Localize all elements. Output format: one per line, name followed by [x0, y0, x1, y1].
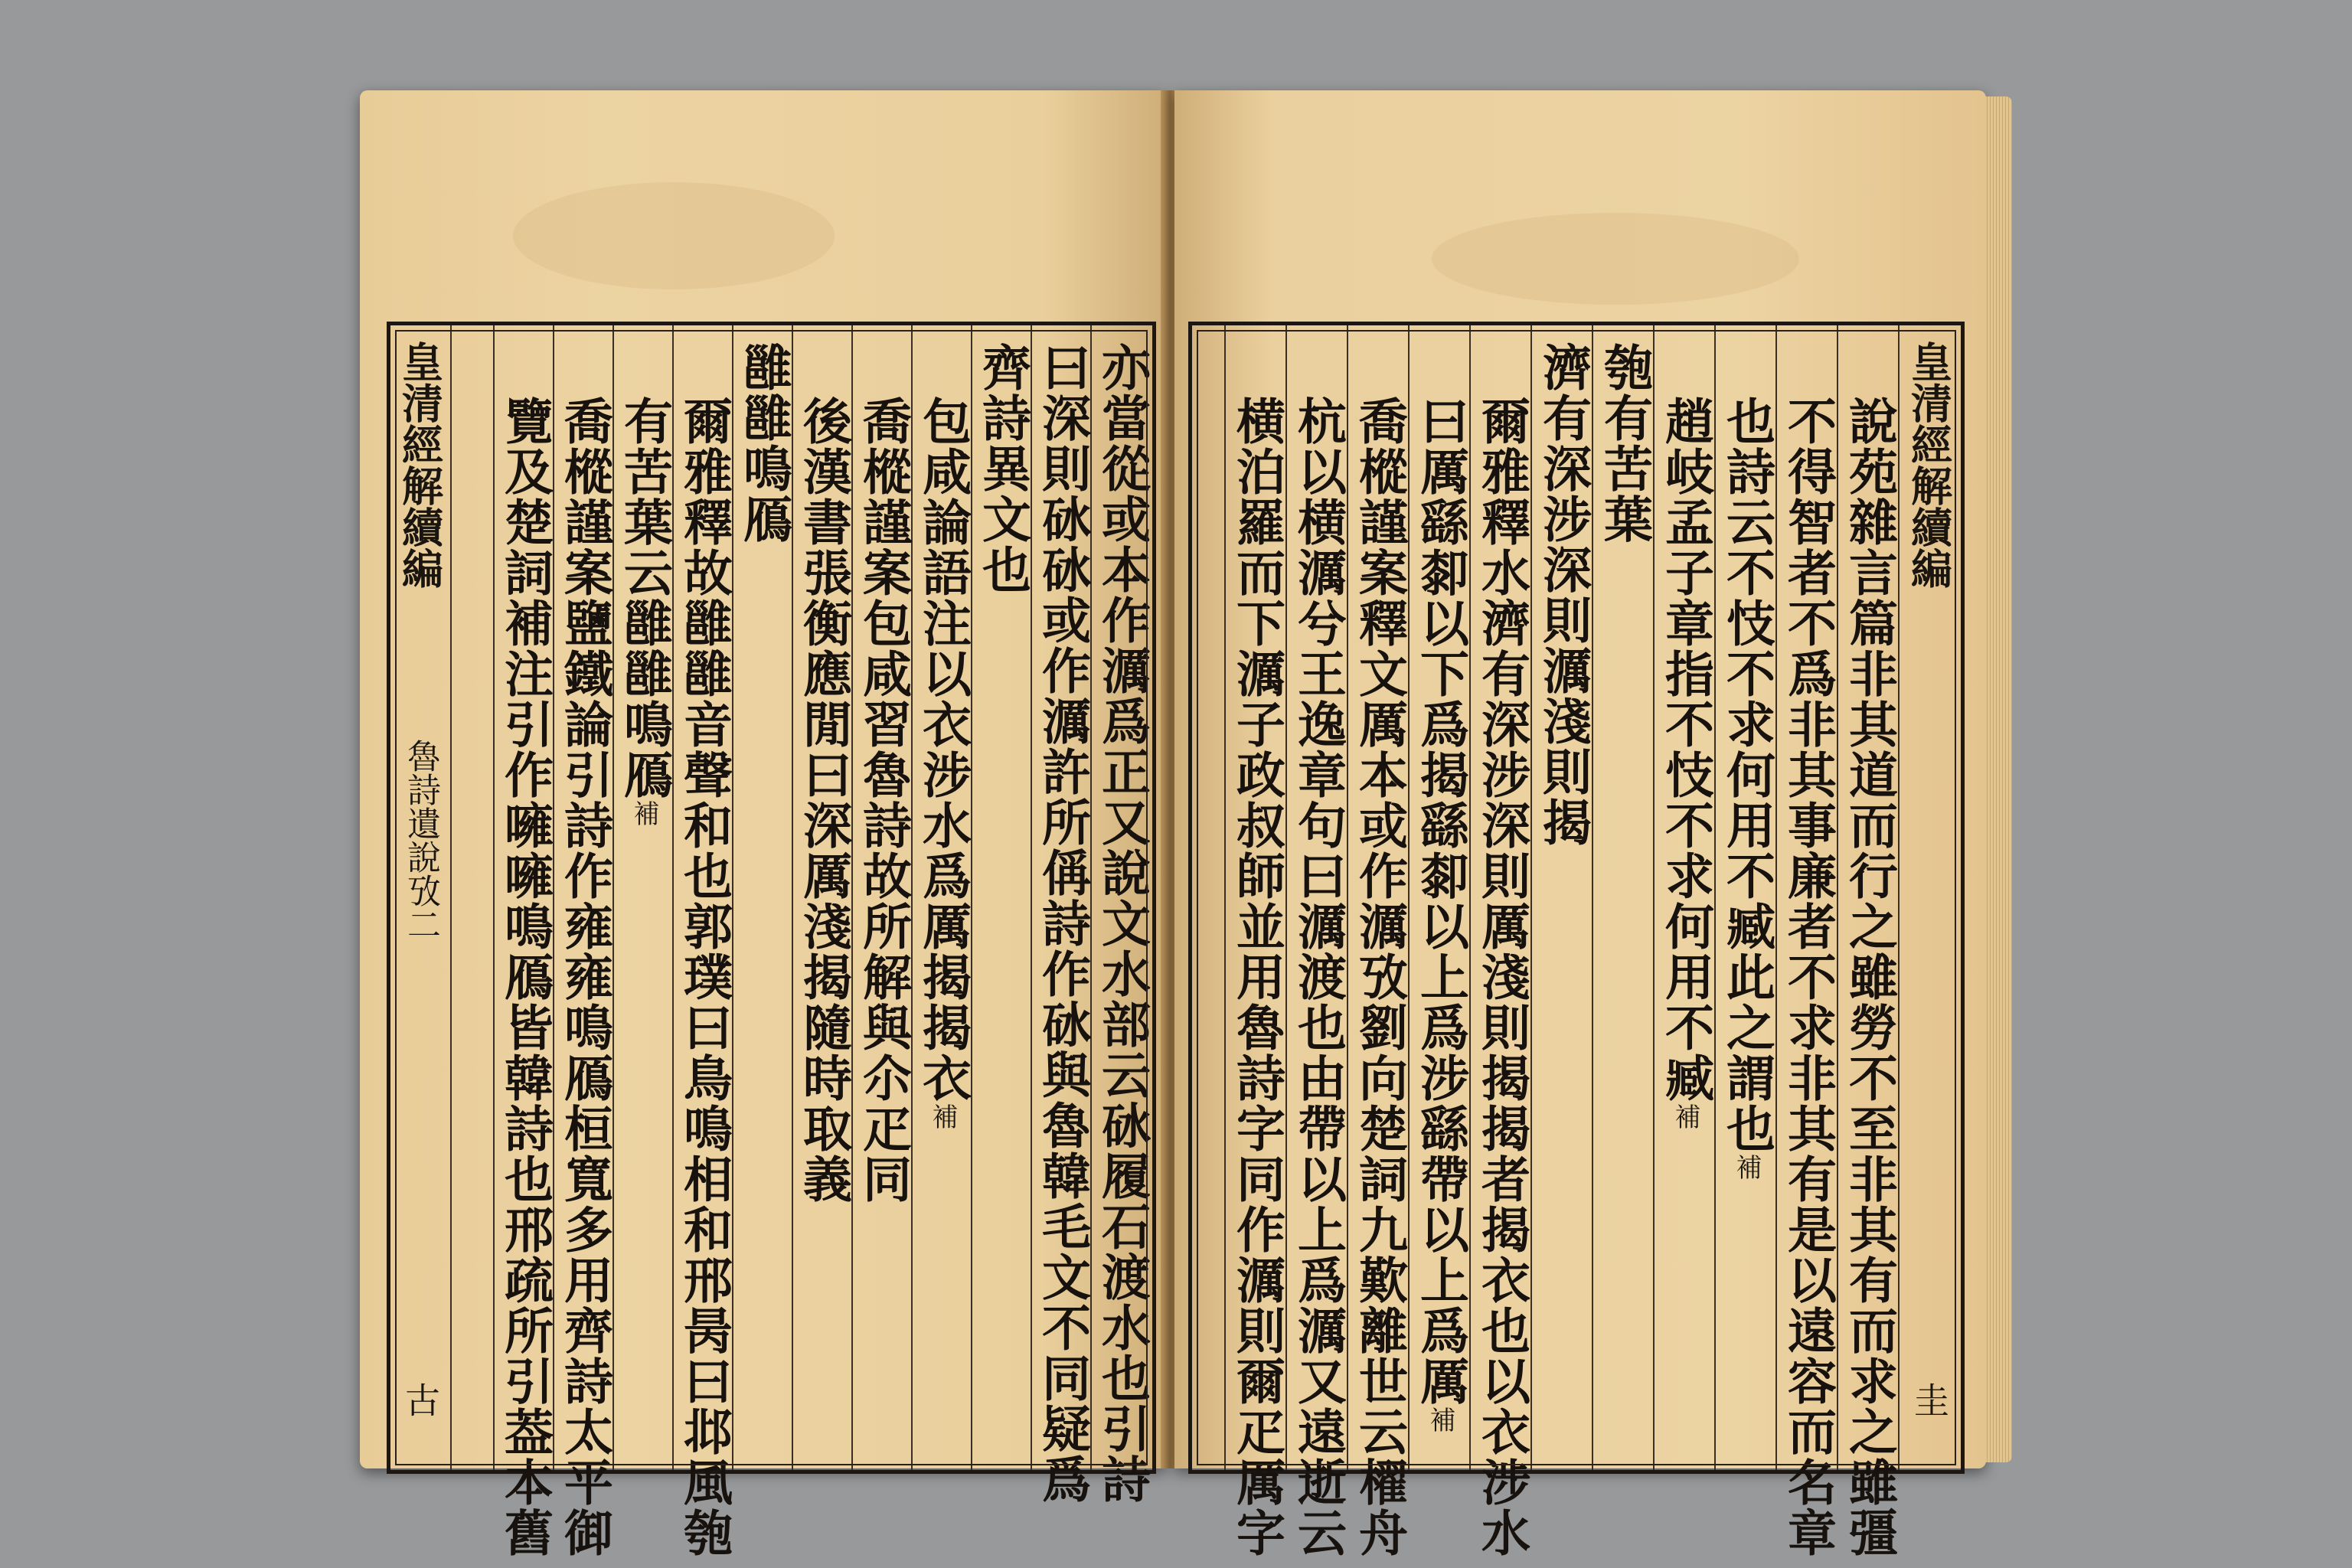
text-column: 横泊羅而下濿子政叔師並用魯詩字同作濿則爾疋厲字	[1224, 325, 1287, 1470]
text-column: 爾雅釋故雝雝音聲和也郭璞曰鳥鳴相和邢昺曰邶風匏	[672, 325, 733, 1470]
open-book	[360, 90, 2006, 1558]
right-margin-strip	[1898, 325, 1959, 1470]
text-column: 不得智者不爲非其事廉者不求非其有是以遠容而名章	[1775, 325, 1838, 1470]
text-column: 匏有苦葉	[1592, 325, 1655, 1470]
text-column: 包咸論語注以衣涉水爲厲揭揭衣補	[911, 325, 972, 1470]
text-column: 喬樅謹案釋文厲本或作濿攷劉向楚詞九歎離世云櫂舟	[1347, 325, 1410, 1470]
column-divider	[450, 325, 495, 1470]
left-margin-title: 皇清經解續編	[395, 341, 445, 589]
text-column: 喬樅謹案鹽鐵論引詩作雍雍鳴鴈桓寬多用齊詩太平御	[553, 325, 614, 1470]
left-text-frame	[387, 322, 1156, 1558]
text-column: 爾雅釋水濟有深涉深則厲淺則揭揭者揭衣也以衣涉水	[1469, 325, 1532, 1470]
text-column: 曰厲繇厀以下爲揭繇厀以上爲涉繇帶以上爲厲補	[1408, 325, 1471, 1470]
paper-stain	[1432, 213, 1799, 305]
text-column: 說苑雜言篇非其道而行之雖勞不至非其有而求之雖彊	[1837, 325, 1900, 1470]
text-column: 喬樅謹案包咸習魯詩故所解與尒疋同	[851, 325, 913, 1470]
text-column: 濟有深涉深則濿淺則揭	[1530, 325, 1593, 1470]
text-column: 雝雝鳴鴈	[732, 325, 793, 1470]
text-column: 亦當從或本作濿爲正又說文水部云砅履石渡水也引詩	[1090, 325, 1152, 1470]
right-page-number: 圭	[1909, 1382, 1950, 1417]
text-column: 杭以横濿兮王逸章句曰濿渡也由帶以上爲濿又遠逝云	[1285, 325, 1348, 1470]
text-column: 有苦葉云雝雝鳴鴈補	[612, 325, 674, 1470]
text-column: 齊詩異文也	[971, 325, 1032, 1470]
text-column: 趙岐孟子章指不忮不求何用不臧補	[1653, 325, 1716, 1470]
left-page-number: 古	[400, 1382, 441, 1417]
text-column: 也詩云不忮不求何用不臧此之謂也補	[1714, 325, 1777, 1470]
text-column: 後漢書張衡應閒曰深厲淺揭隨時取義	[792, 325, 853, 1470]
left-margin-subtitle: 魯詩遺說攷二	[401, 739, 440, 941]
right-margin-title: 皇清經解續編	[1904, 341, 1954, 589]
page-edges	[1984, 96, 2012, 1462]
text-column: 覽及楚詞補注引作噰噰鳴鴈皆韓詩也邢疏所引葢本舊	[493, 325, 554, 1470]
paper-stain	[513, 182, 835, 289]
right-text-frame	[1188, 322, 1965, 1558]
left-margin-strip	[390, 325, 450, 1470]
text-column: 曰深則砅砅或作濿許所偁詩作砅與魯韓毛文不同疑爲	[1031, 325, 1092, 1470]
